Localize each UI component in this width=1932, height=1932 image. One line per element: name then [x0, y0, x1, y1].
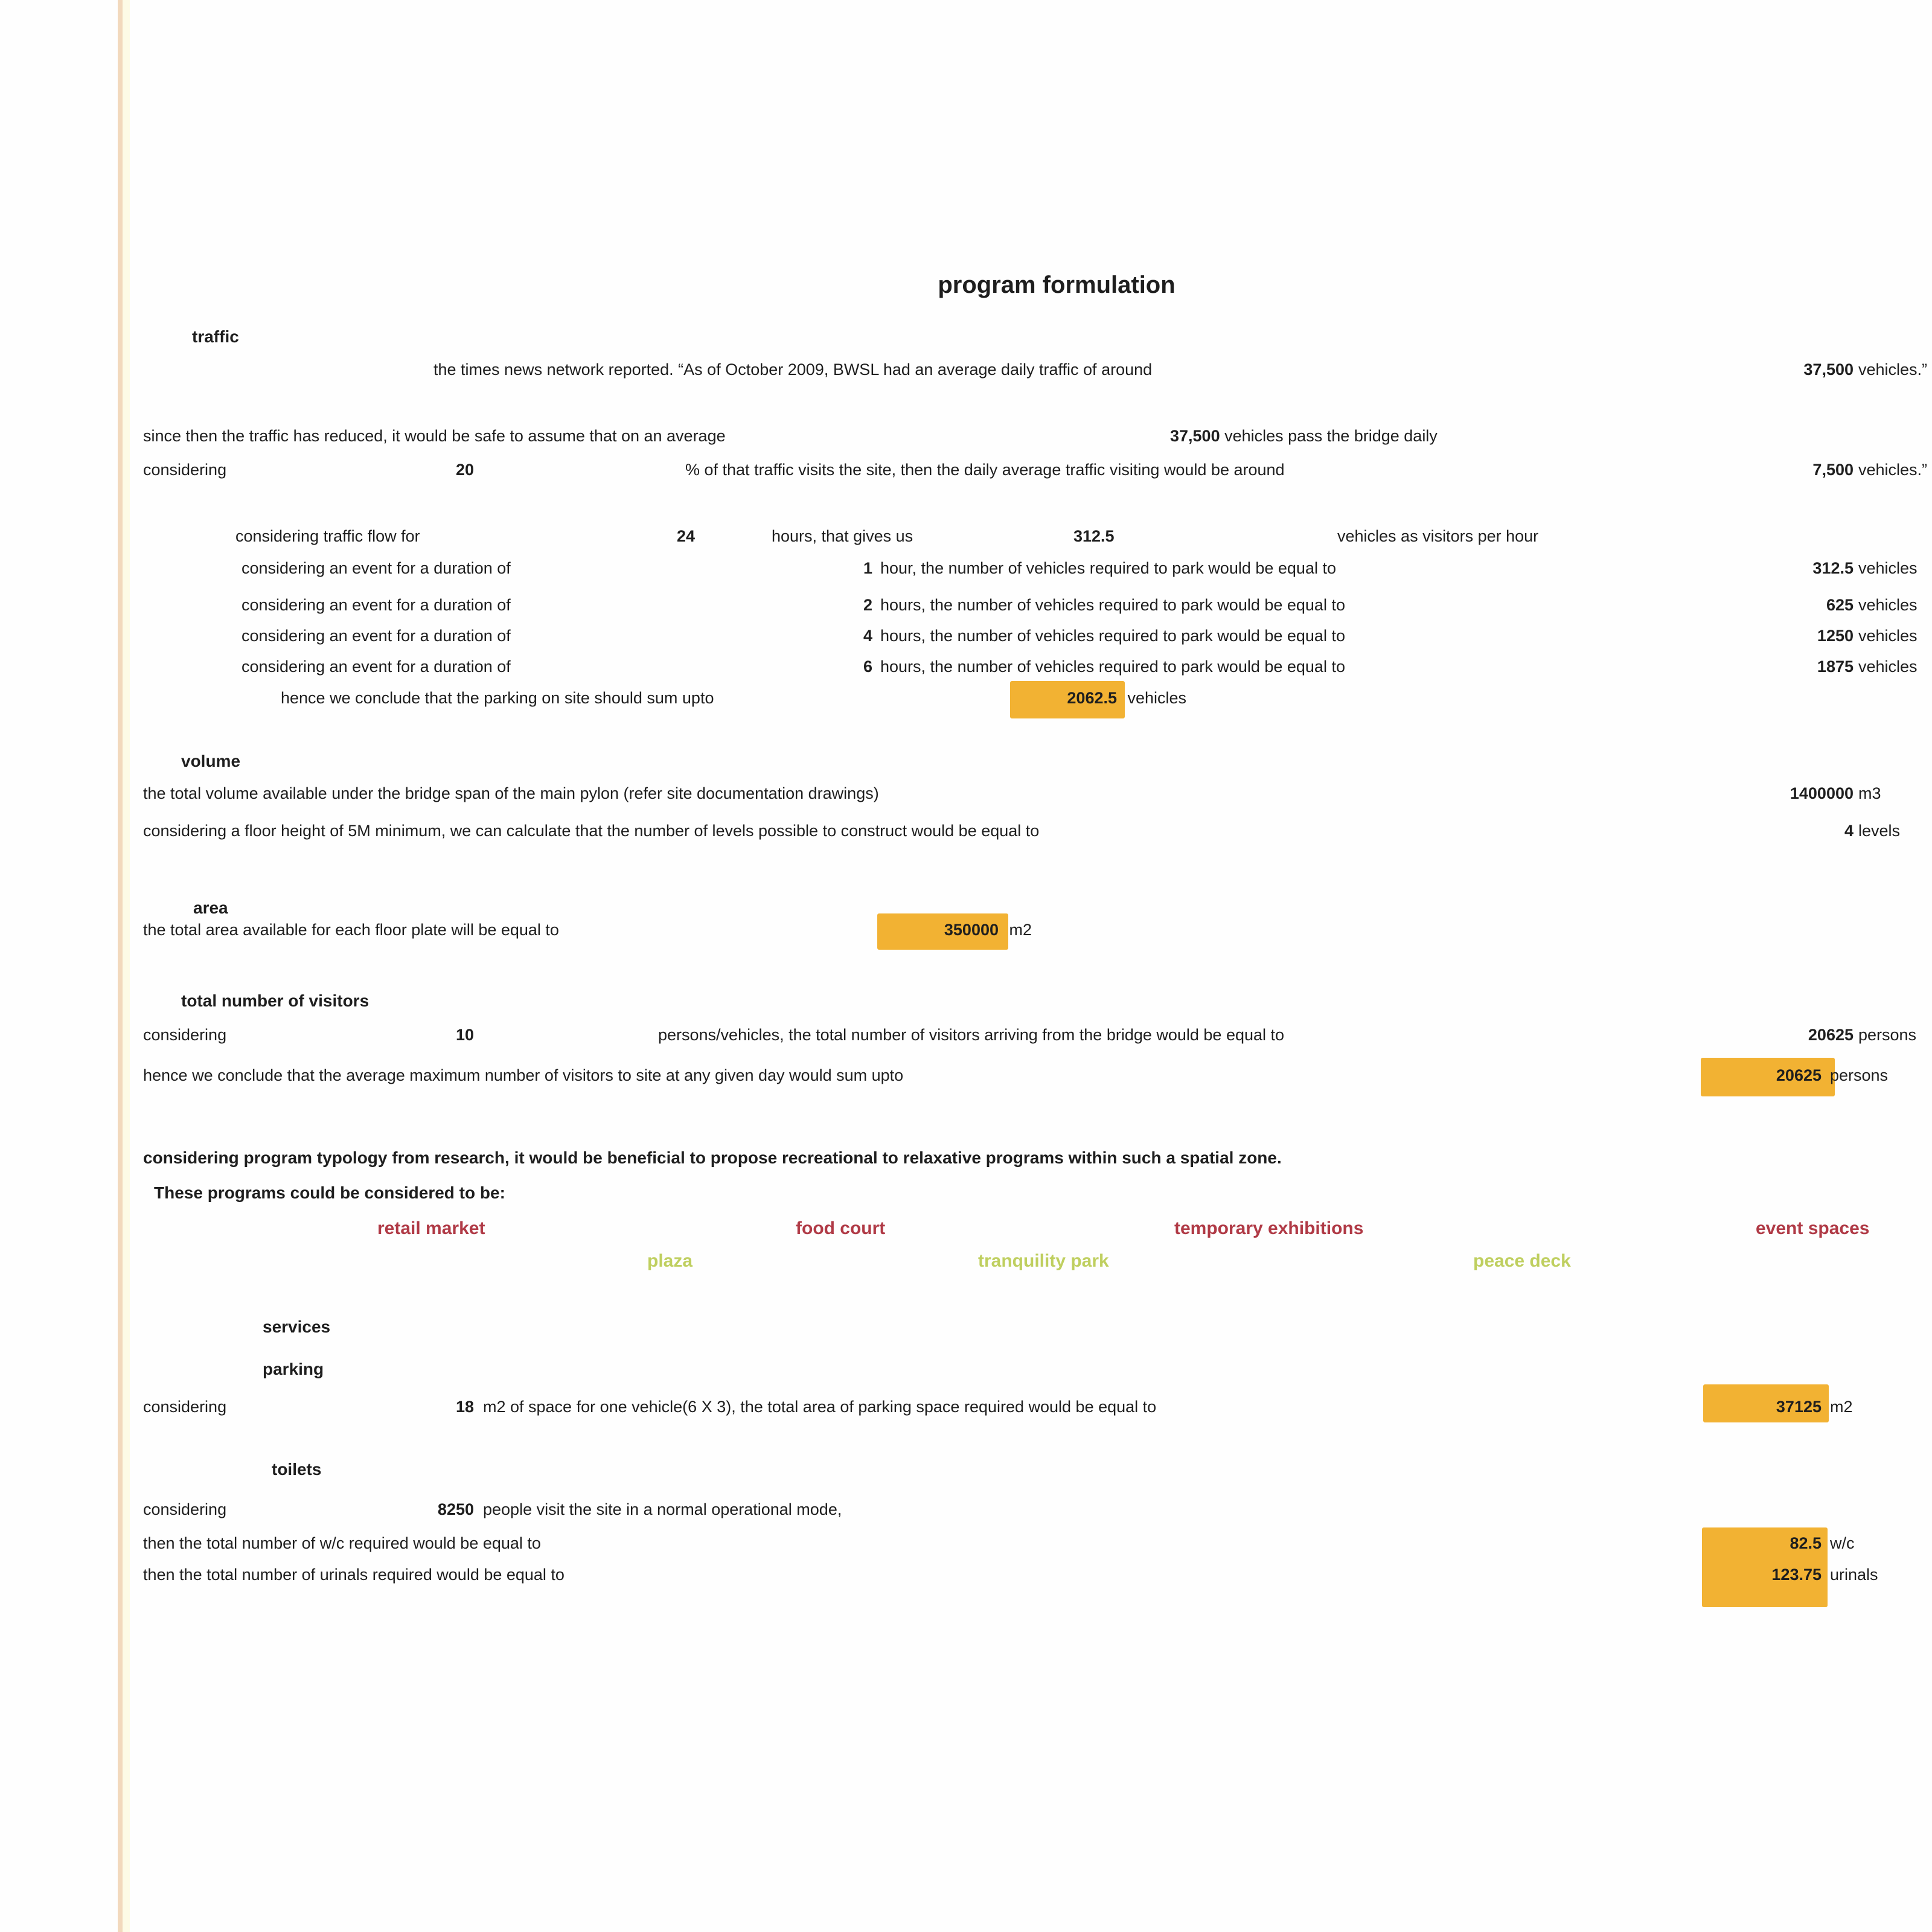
traffic-pct-value	[1772, 460, 1927, 479]
duration-row-value	[1772, 657, 1918, 676]
volume-total-unit: m3	[1858, 784, 1881, 802]
left-margin-stripe	[118, 0, 123, 1932]
duration-row-unit: vehicles	[1858, 627, 1918, 645]
wc-text: then the total number of w/c required would be equal to	[143, 1534, 541, 1552]
traffic-flow-hours: 24	[677, 527, 696, 545]
program-label-peace-deck: peace deck	[1473, 1251, 1571, 1271]
duration-row-mid: hours, the number of vehicles required to park would be equal to	[880, 657, 1345, 676]
volume-total-text: the total volume available under the bridge span of the main pylon (refer site documentation drawings)	[143, 784, 879, 802]
duration-row-hours: 6	[863, 657, 872, 676]
traffic-pct-unit: vehicles.”	[1858, 461, 1928, 479]
parking-lead: considering	[143, 1398, 227, 1416]
duration-row-unit: vehicles	[1858, 596, 1918, 614]
wc-number: 82.5	[1790, 1534, 1822, 1552]
urinals-text: then the total number of urinals required would be equal to	[143, 1566, 565, 1584]
toilets-tail: people visit the site in a normal operational mode,	[483, 1500, 842, 1518]
wc-unit: w/c	[1830, 1534, 1855, 1552]
duration-row-lead: considering an event for a duration of	[242, 559, 511, 577]
duration-row-mid: hour, the number of vehicles required to park would be equal to	[880, 559, 1336, 577]
duration-row-number: 1875	[1817, 657, 1854, 676]
visitors-arriving-unit: persons	[1858, 1026, 1917, 1044]
urinals-number: 123.75	[1771, 1566, 1822, 1584]
traffic-pct-number: 20	[455, 461, 474, 479]
visitors-arriving-value	[1772, 1025, 1916, 1044]
visitors-conclusion-number: 20625	[1776, 1066, 1822, 1084]
duration-row-value	[1772, 595, 1918, 615]
duration-row-lead: considering an event for a duration of	[242, 657, 511, 676]
visitors-arriving-number: 20625	[1808, 1026, 1854, 1044]
traffic-flow-lead: considering traffic flow for	[235, 527, 420, 545]
parking-area-number: 37125	[1776, 1398, 1822, 1416]
program-typology-intro: considering program typology from research, it would be beneficial to propose recreational to relaxative programs within such a spatial zone.	[143, 1148, 1282, 1167]
traffic-pct-mid: % of that traffic visits the site, then the daily average traffic visiting would be around	[685, 461, 1285, 479]
parking-sum-text: hence we conclude that the parking on site should sum upto	[281, 689, 714, 707]
parking-area-unit: m2	[1830, 1398, 1853, 1416]
program-label-event-spaces: event spaces	[1756, 1218, 1870, 1238]
duration-row-hours: 1	[863, 559, 872, 577]
parking-mid: m2 of space for one vehicle(6 X 3), the total area of parking space required would be equal to	[483, 1398, 1157, 1416]
duration-row-mid: hours, the number of vehicles required to park would be equal to	[880, 627, 1345, 645]
parking-heading: parking	[263, 1360, 324, 1378]
duration-row-number: 625	[1826, 596, 1854, 614]
traffic-since-tail: vehicles pass the bridge daily	[1224, 427, 1438, 445]
services-heading: services	[263, 1317, 331, 1336]
traffic-since-text: since then the traffic has reduced, it would be safe to assume that on an average	[143, 427, 726, 445]
duration-row-hours: 4	[863, 627, 872, 645]
duration-row-hours: 2	[863, 596, 872, 614]
program-label-tranquility-park: tranquility park	[978, 1251, 1109, 1271]
duration-row-lead: considering an event for a duration of	[242, 596, 511, 614]
duration-row-number: 1250	[1817, 627, 1854, 645]
area-unit: m2	[1009, 921, 1032, 939]
wc-value	[1706, 1534, 1855, 1553]
volume-heading: volume	[181, 752, 241, 770]
traffic-flow-tail: vehicles as visitors per hour	[1337, 527, 1539, 545]
visitors-lead: considering	[143, 1026, 227, 1044]
area-value-group	[880, 920, 1032, 939]
volume-total-value	[1772, 784, 1881, 803]
duration-row-lead: considering an event for a duration of	[242, 627, 511, 645]
volume-levels-unit: levels	[1858, 822, 1901, 840]
traffic-flow-mid: hours, that gives us	[772, 527, 913, 545]
traffic-pct-lead: considering	[143, 461, 227, 479]
duration-row-unit: vehicles	[1858, 559, 1918, 577]
program-label-retail-market: retail market	[377, 1218, 485, 1238]
toilets-heading: toilets	[272, 1460, 322, 1479]
program-label-plaza: plaza	[647, 1251, 693, 1271]
toilets-visitor-number: 8250	[437, 1500, 474, 1518]
traffic-pct-result: 7,500	[1812, 461, 1854, 479]
traffic-report-unit: vehicles.”	[1858, 360, 1928, 379]
volume-levels-value	[1772, 821, 1900, 840]
traffic-since-number: 37,500	[1170, 427, 1220, 445]
program-typology-intro2: These programs could be considered to be:	[154, 1183, 505, 1202]
parking-sum-value-group	[1014, 688, 1186, 708]
area-number: 350000	[944, 921, 999, 939]
duration-row-number: 312.5	[1812, 559, 1854, 577]
traffic-report-value	[1772, 360, 1927, 379]
traffic-report-text: the times news network reported. “As of October 2009, BWSL had an average daily traffic of around	[433, 360, 1153, 379]
traffic-flow-rate: 312.5	[1073, 527, 1115, 545]
traffic-report-number: 37,500	[1803, 360, 1854, 379]
urinals-unit: urinals	[1830, 1566, 1878, 1584]
area-heading: area	[193, 898, 228, 917]
parking-sum-unit: vehicles	[1127, 689, 1187, 707]
visitors-conclusion-text: hence we conclude that the average maximum number of visitors to site at any given day would sum upto	[143, 1066, 904, 1084]
duration-row-unit: vehicles	[1858, 657, 1918, 676]
urinals-value	[1706, 1565, 1878, 1584]
parking-area-value	[1706, 1397, 1853, 1416]
volume-total-number: 1400000	[1790, 784, 1854, 802]
program-label-temporary-exhibitions: temporary exhibitions	[1174, 1218, 1364, 1238]
visitors-mid: persons/vehicles, the total number of visitors arriving from the bridge would be equal to	[658, 1026, 1285, 1044]
parking-sum-number: 2062.5	[1067, 689, 1117, 707]
toilets-lead: considering	[143, 1500, 227, 1518]
traffic-since-value-group	[1170, 426, 1438, 446]
duration-row-mid: hours, the number of vehicles required to park would be equal to	[880, 596, 1345, 614]
area-text: the total area available for each floor plate will be equal to	[143, 921, 559, 939]
volume-levels-number: 4	[1844, 822, 1854, 840]
page-title: program formulation	[938, 272, 1176, 298]
duration-row-value	[1772, 626, 1918, 645]
visitors-heading: total number of visitors	[181, 991, 369, 1010]
visitors-conclusion-unit: persons	[1830, 1066, 1889, 1084]
duration-row-value	[1772, 558, 1918, 578]
traffic-heading: traffic	[192, 327, 239, 346]
visitors-per-vehicle-number: 10	[455, 1026, 474, 1044]
parking-unit-size-number: 18	[455, 1398, 474, 1416]
left-margin-stripe-inner	[123, 0, 130, 1932]
program-label-food-court: food court	[796, 1218, 886, 1238]
volume-levels-text: considering a floor height of 5M minimum, we can calculate that the number of levels possible to construct would be equal to	[143, 822, 1040, 840]
visitors-conclusion-value	[1706, 1066, 1888, 1085]
